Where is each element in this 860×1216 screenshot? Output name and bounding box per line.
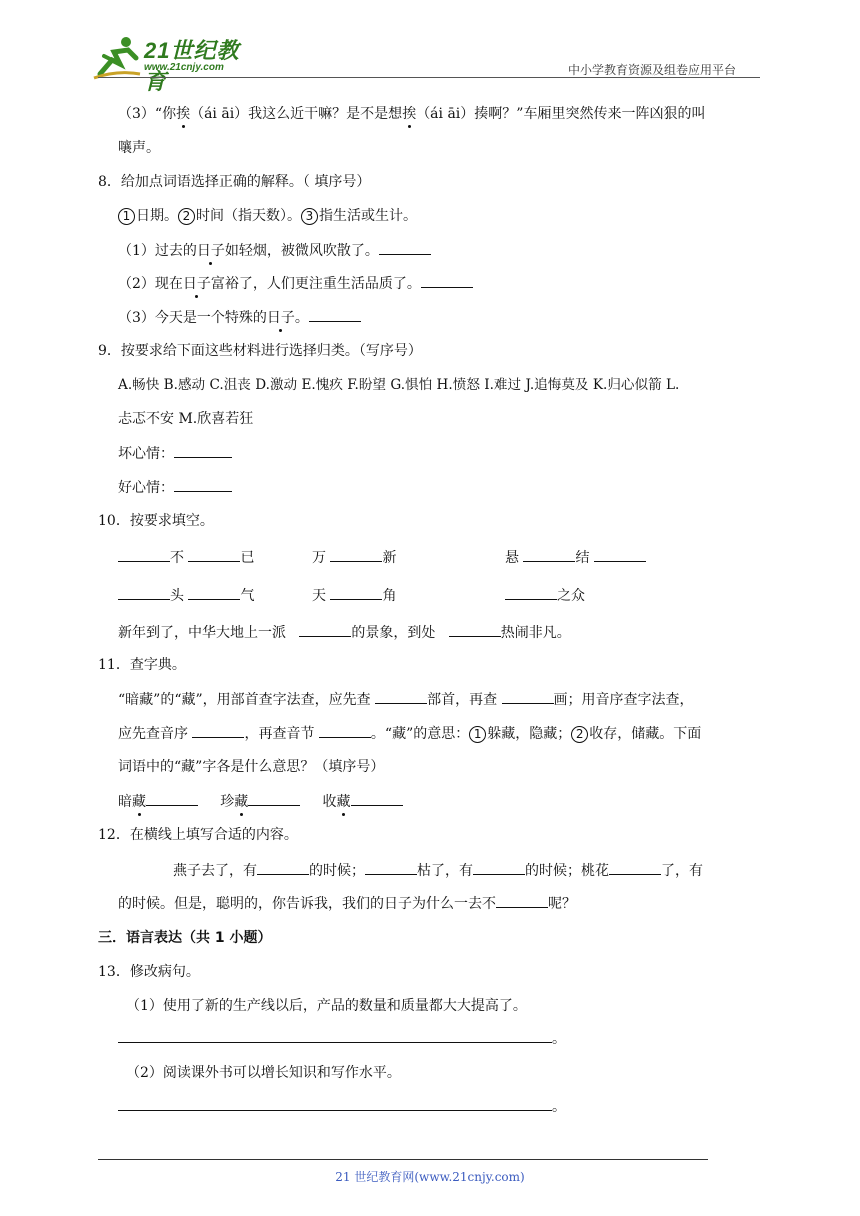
q12-para1: 燕子去了，有 的时候； 枯了，有 的时候；桃花 了，有 [173,860,703,881]
q11-title: 11．查字典。 [98,657,186,673]
answer-blank[interactable] [146,791,198,806]
answer-blank[interactable] [351,791,403,806]
answer-blank[interactable] [188,585,240,600]
answer-blank[interactable] [609,860,661,875]
footer-divider [98,1159,708,1160]
q10-row1-b: 万 新 [312,547,396,567]
q10-title: 10．按要求填空。 [98,513,214,529]
answer-blank[interactable] [118,547,170,562]
q11-line2: 应先查音序 ，再查音节 。“藏”的意思： 1 躲藏，隐藏； 2 收存，储藏。下面 [118,723,701,744]
q9-good-mood: 好心情： [118,477,232,498]
q8-options: 1 日期。 2 时间（指天数）。 3 指生活或生计。 [118,206,417,226]
q10-row2-c: 之众 [505,585,585,605]
q7-item3: （3）“你挨（ái āi）我这么近干嘛？是不是想挨（ái āi）揍啊？”车厢里突然传来一阵凶狠的叫 [118,106,706,122]
answer-blank[interactable] [330,547,382,562]
answer-blank[interactable] [496,893,548,908]
q13-answer2: 。 [118,1096,566,1117]
header-platform-title: 中小学教育资源及组卷应用平台 [568,63,737,77]
answer-blank[interactable] [379,240,431,255]
answer-blank[interactable] [299,622,351,637]
q8-title: 8．给加点词语选择正确的解释。（ 填序号） [98,174,371,190]
q7-item3-cont: 嚷声。 [118,140,160,156]
header-divider [98,77,760,78]
section3-heading: 三．语言表达（共 1 小题） [98,930,272,946]
q9-options: A.畅快 B.感动 C.沮丧 D.激动 E.愧疚 F.盼望 G.惧怕 H.愤怒 I.难过 J.追悔莫及 K.归心似箭 L. [118,377,680,393]
q8-sentence3: （3）今天是一个特殊的日子。 [118,307,361,328]
q10-sentence: 新年到了，中华大地上一派 的景象，到处 热闹非凡。 [118,622,571,643]
answer-line[interactable] [118,1096,552,1111]
answer-blank[interactable] [174,443,232,458]
answer-blank[interactable] [365,860,417,875]
q13-sentence1: （1）使用了新的生产线以后，产品的数量和质量都大大提高了。 [126,998,527,1014]
logo-text: 21世纪教育 [144,38,240,94]
answer-blank[interactable] [192,723,244,738]
q12-para2: 的时候。但是，聪明的，你告诉我，我们的日子为什么一去不 呢？ [118,893,576,914]
answer-blank[interactable] [248,791,300,806]
site-logo [92,34,262,94]
q8-sentence2: （2）现在日子富裕了，人们更注重生活品质了。 [118,273,473,294]
answer-blank[interactable] [421,273,473,288]
answer-blank[interactable] [174,477,232,492]
q11-line3: 词语中的“藏”字各是什么意思？（填序号） [118,759,385,775]
q9-title: 9．按要求给下面这些材料进行选择归类。（写序号） [98,343,422,359]
runner-logo-icon [92,34,142,80]
answer-blank[interactable] [505,585,557,600]
answer-line[interactable] [118,1028,552,1043]
q13-title: 13．修改病句。 [98,964,200,980]
q10-row2-a: 头 气 [118,585,254,606]
q13-sentence2: （2）阅读课外书可以增长知识和写作水平。 [126,1065,401,1081]
q10-row1-c: 悬 结 [505,547,646,567]
answer-blank[interactable] [502,689,554,704]
answer-blank[interactable] [188,547,240,562]
answer-blank[interactable] [449,622,501,637]
q9-bad-mood: 坏心情： [118,443,232,464]
q10-row2-b: 天 角 [312,585,396,605]
answer-blank[interactable] [257,860,309,875]
q13-answer1: 。 [118,1028,566,1049]
q8-sentence1: （1）过去的日子如轻烟，被微风吹散了。 [118,240,431,261]
answer-blank[interactable] [309,307,361,322]
answer-blank[interactable] [375,689,427,704]
q11-words: 暗藏 珍藏 收藏 [118,791,403,812]
answer-blank[interactable] [523,547,575,562]
answer-blank[interactable] [594,547,646,562]
answer-blank[interactable] [330,585,382,600]
answer-blank[interactable] [473,860,525,875]
q9-options-cont: 忐忑不安 M.欣喜若狂 [118,411,254,427]
logo-url: www.21cnjy.com [144,62,224,73]
answer-blank[interactable] [319,723,371,738]
footer-text[interactable]: 21 世纪教育网(www.21cnjy.com) [335,1170,525,1184]
q10-row1-a: 不 已 [118,547,254,568]
q12-title: 12．在横线上填写合适的内容。 [98,827,298,843]
q11-line1: “暗藏”的“藏”，用部首查字法查，应先查 部首，再查 画；用音序查字法查， [118,689,694,710]
answer-blank[interactable] [118,585,170,600]
